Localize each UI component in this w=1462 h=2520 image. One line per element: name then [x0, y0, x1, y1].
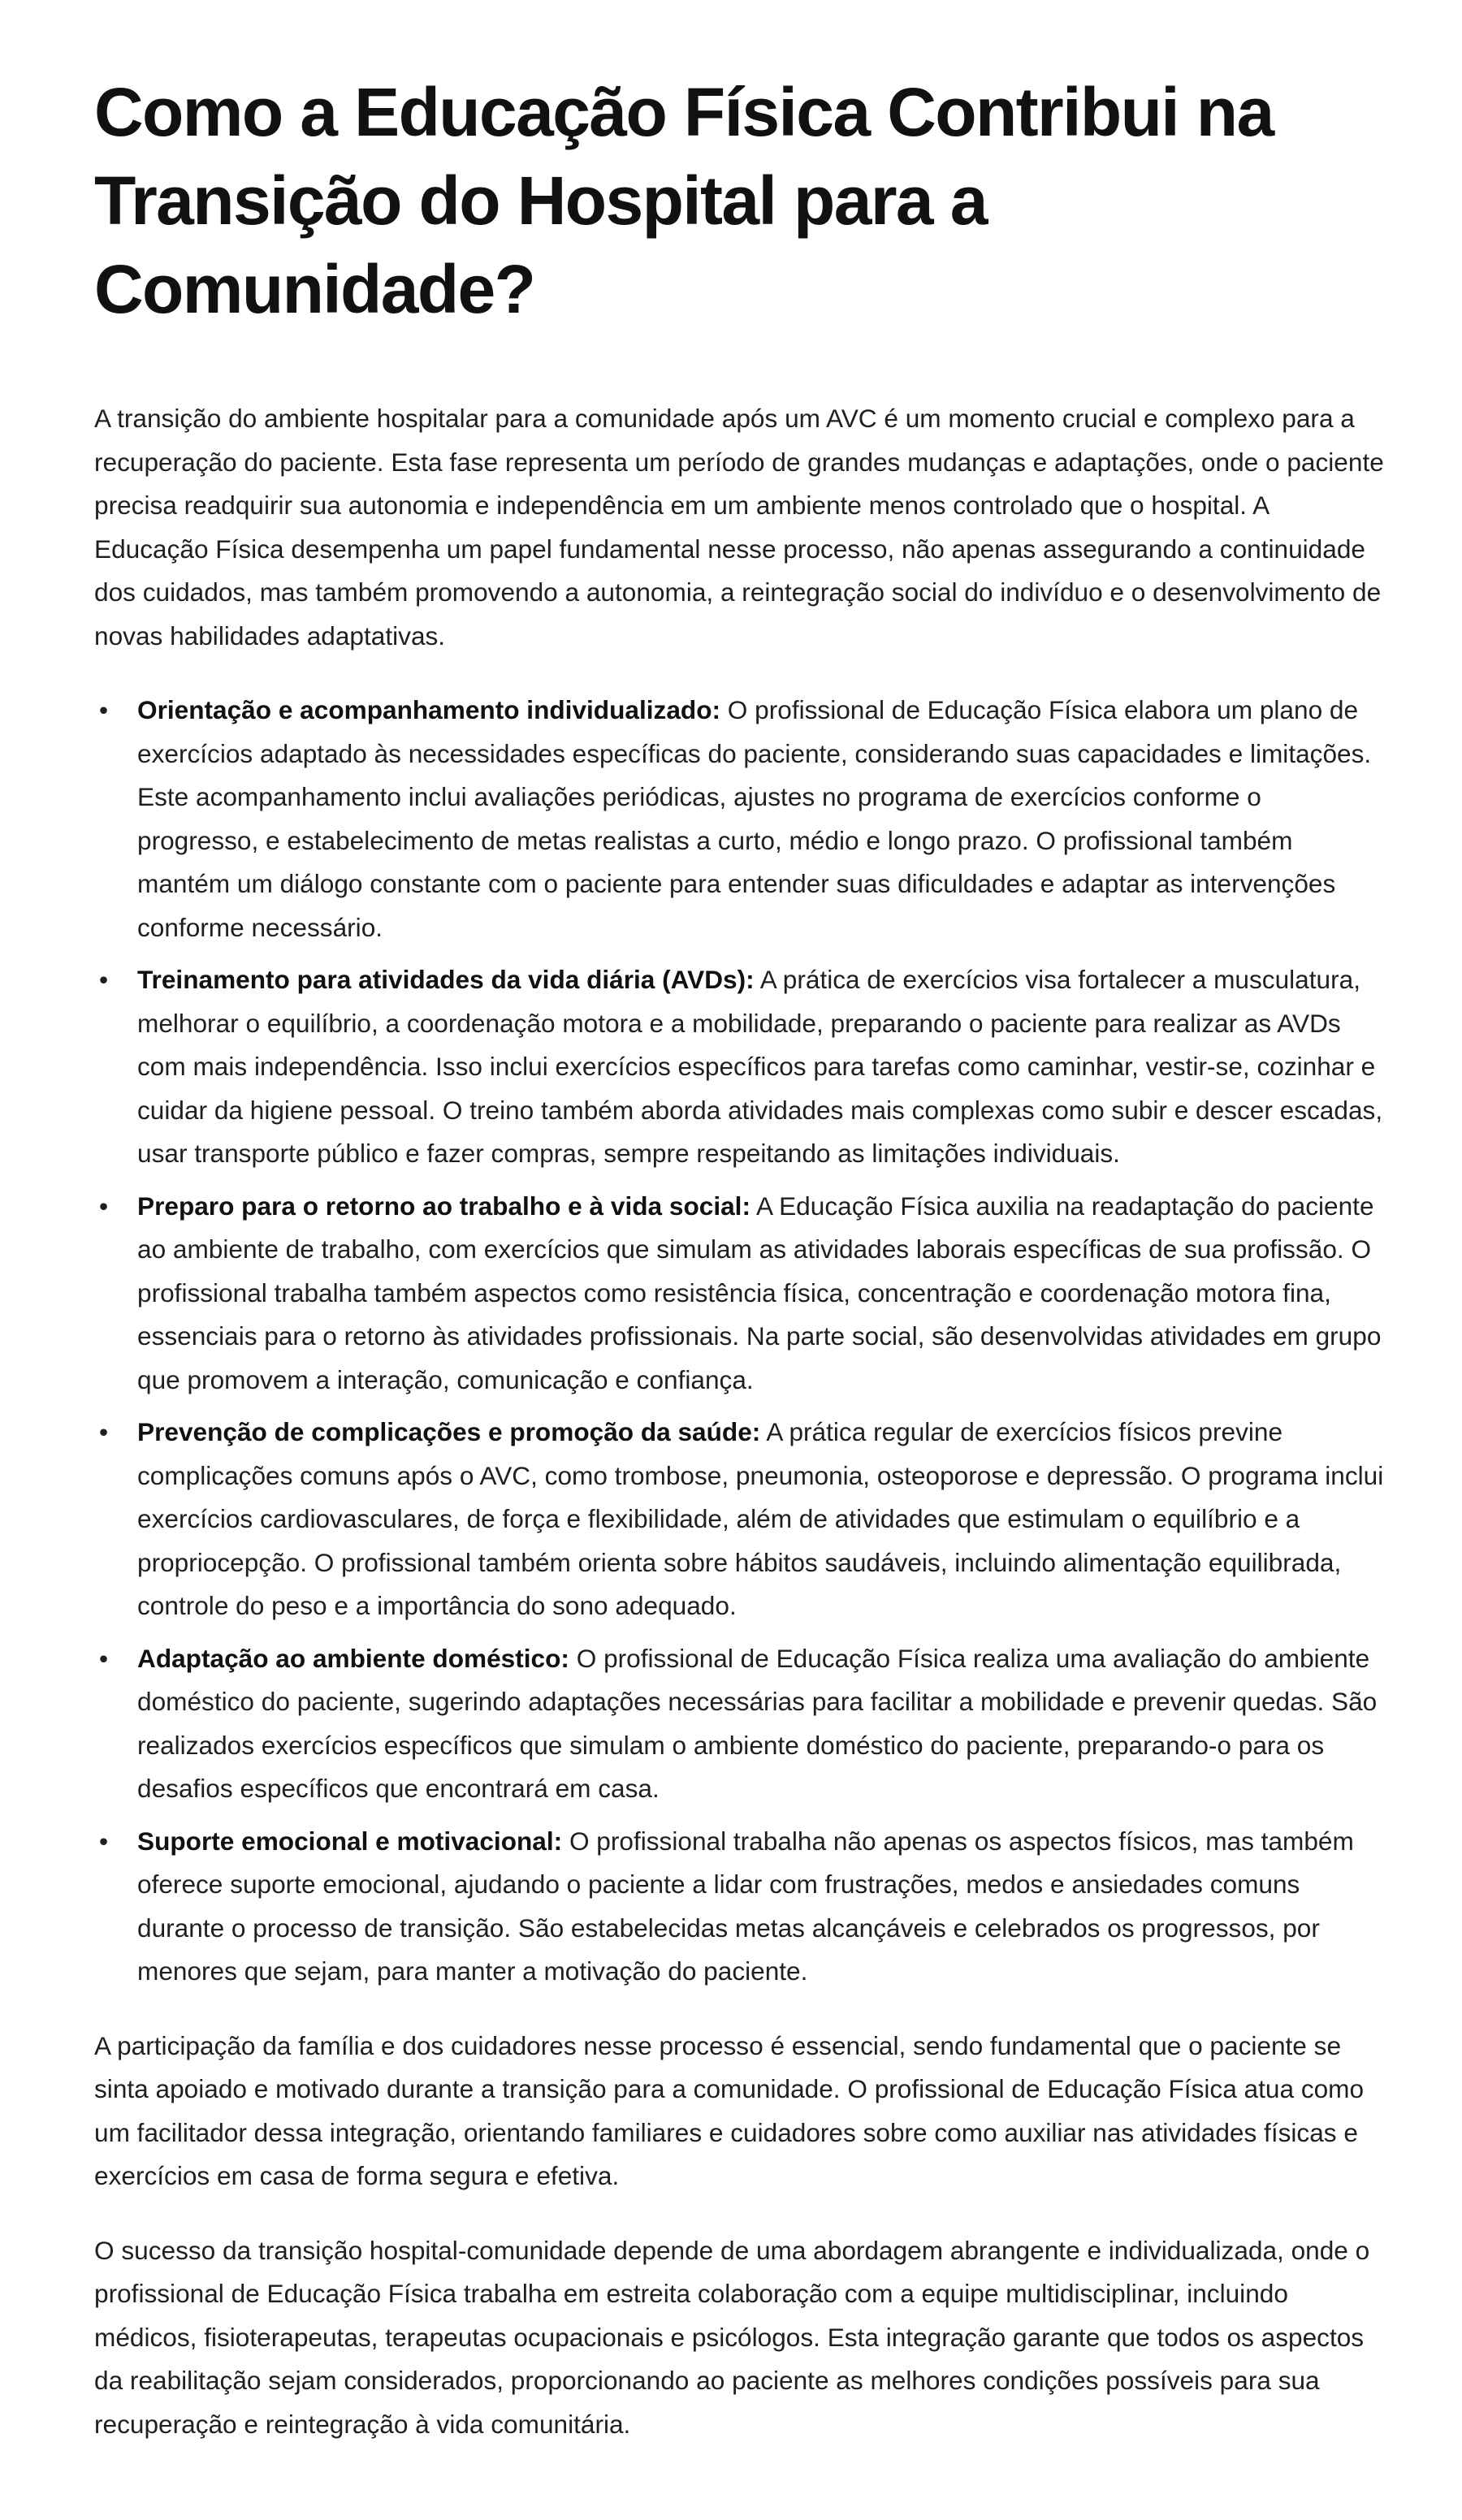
- family-paragraph: A participação da família e dos cuidadores nesse processo é essencial, sendo fundamental que o paciente se sinta apoiado e motivado durante a transição para a comunidade. O profissional de Educação Física atua como um facilitador dessa integração, orientando familiares e cuidadores sobre como auxiliar nas atividades físicas e exercícios em casa de forma segura e efetiva.: [94, 2030, 1365, 2190]
- list-item: [94, 1411, 1389, 1628]
- success-paragraph: O sucesso da transição hospital-comunidade depende de uma abordagem abrangente e individualizada, onde o profissional de Educação Física trabalha em estreita colaboração com a equipe multidisciplinar, incluindo médicos, fisioterapeutas, terapeutas ocupacionais e psicólogos. Esta integração garante que todos os aspectos da reabilitação sejam considerados, proporcionando ao paciente as melhores condições possíveis para sua recuperação e reintegração à vida comunitária.: [94, 2235, 1370, 2439]
- bullet-icon: •: [99, 695, 109, 724]
- bullet-icon: •: [99, 1826, 109, 1856]
- item-text: A prática de exercícios visa fortalecer a musculatura, melhorar o equilíbrio, a coordenação motora e a mobilidade, preparando o paciente para realizar as AVDs com mais independência. Isso inclui exercícios específicos para tarefas como caminhar, vestir-se, cozinhar e cuidar da higiene pessoal. O treino também aborda atividades mais complexas como subir e descer escadas, usar transporte público e fazer compras, sempre respeitando as limitações individuais.: [137, 965, 1383, 1168]
- list-item: [94, 1637, 1389, 1811]
- item-term: Adaptação ao ambiente doméstico:: [137, 1643, 569, 1673]
- bullet-icon: •: [99, 1417, 109, 1446]
- item-term: Orientação e acompanhamento individualizado:: [137, 695, 721, 724]
- item-term: Suporte emocional e motivacional:: [137, 1826, 563, 1856]
- list-item: [94, 1820, 1389, 1994]
- intro-paragraph: A transição do ambiente hospitalar para a comunidade após um AVC é um momento crucial e complexo para a recuperação do paciente. Esta fase representa um período de grandes mudanças e adaptações, onde o paciente precisa readquirir sua autonomia e independência em um ambiente menos controlado que o hospital. A Educação Física desempenha um papel fundamental nesse processo, não apenas assegurando a continuidade dos cuidados, mas também promovendo a autonomia, a reintegração social do indivíduo e o desenvolvimento de novas habilidades adaptativas.: [94, 404, 1384, 651]
- list-item: [94, 958, 1389, 1176]
- page-title: Como a Educação Física Contribui na Transição do Hospital para a Comunidade?: [94, 74, 1274, 327]
- item-text: O profissional de Educação Física realiza uma avaliação do ambiente doméstico do paciente, sugerindo adaptações necessárias para facilitar a mobilidade e prevenir quedas. São realizados exercícios específicos que simulam o ambiente doméstico do paciente, preparando-o para os desafios específicos que encontrará em casa.: [137, 1643, 1378, 1803]
- item-term: Preparo para o retorno ao trabalho e à vida social:: [137, 1191, 750, 1221]
- item-term: Prevenção de complicações e promoção da saúde:: [137, 1417, 761, 1446]
- item-text: O profissional trabalha não apenas os aspectos físicos, mas também oferece suporte emocional, ajudando o paciente a lidar com frustrações, medos e ansiedades comuns durante o processo de transição. São estabelecidas metas alcançáveis e celebrados os progressos, por menores que sejam, para manter a motivação do paciente.: [137, 1826, 1354, 1986]
- item-text: A prática regular de exercícios físicos previne complicações comuns após o AVC, como trombose, pneumonia, osteoporose e depressão. O programa inclui exercícios cardiovasculares, de força e flexibilidade, além de atividades que estimulam o equilíbrio e a propriocepção. O profissional também orienta sobre hábitos saudáveis, incluindo alimentação equilibrada, controle do peso e a importância do sono adequado.: [137, 1417, 1384, 1620]
- bullet-icon: •: [99, 965, 109, 994]
- item-text: A Educação Física auxilia na readaptação do paciente ao ambiente de trabalho, com exercícios que simulam as atividades laborais específicas de sua profissão. O profissional trabalha também aspectos como resistência física, concentração e coordenação motora fina, essenciais para o retorno às atividades profissionais. Na parte social, são desenvolvidas atividades em grupo que promovem a interação, comunicação e confiança.: [137, 1191, 1382, 1394]
- article: [94, 68, 1389, 2477]
- list-item: [94, 1185, 1389, 1403]
- bullet-icon: •: [99, 1191, 109, 1221]
- item-text: O profissional de Educação Física elabora um plano de exercícios adaptado às necessidades específicas do paciente, considerando suas capacidades e limitações. Este acompanhamento inclui avaliações periódicas, ajustes no programa de exercícios conforme o progresso, e estabelecimento de metas realistas a curto, médio e longo prazo. O profissional também mantém um diálogo constante com o paciente para entender suas dificuldades e adaptar as intervenções conforme necessário.: [137, 695, 1372, 942]
- item-term: Treinamento para atividades da vida diária (AVDs):: [137, 965, 755, 994]
- bullet-icon: •: [99, 1643, 109, 1673]
- list-item: [94, 689, 1389, 949]
- topic-list: [94, 689, 1389, 1994]
